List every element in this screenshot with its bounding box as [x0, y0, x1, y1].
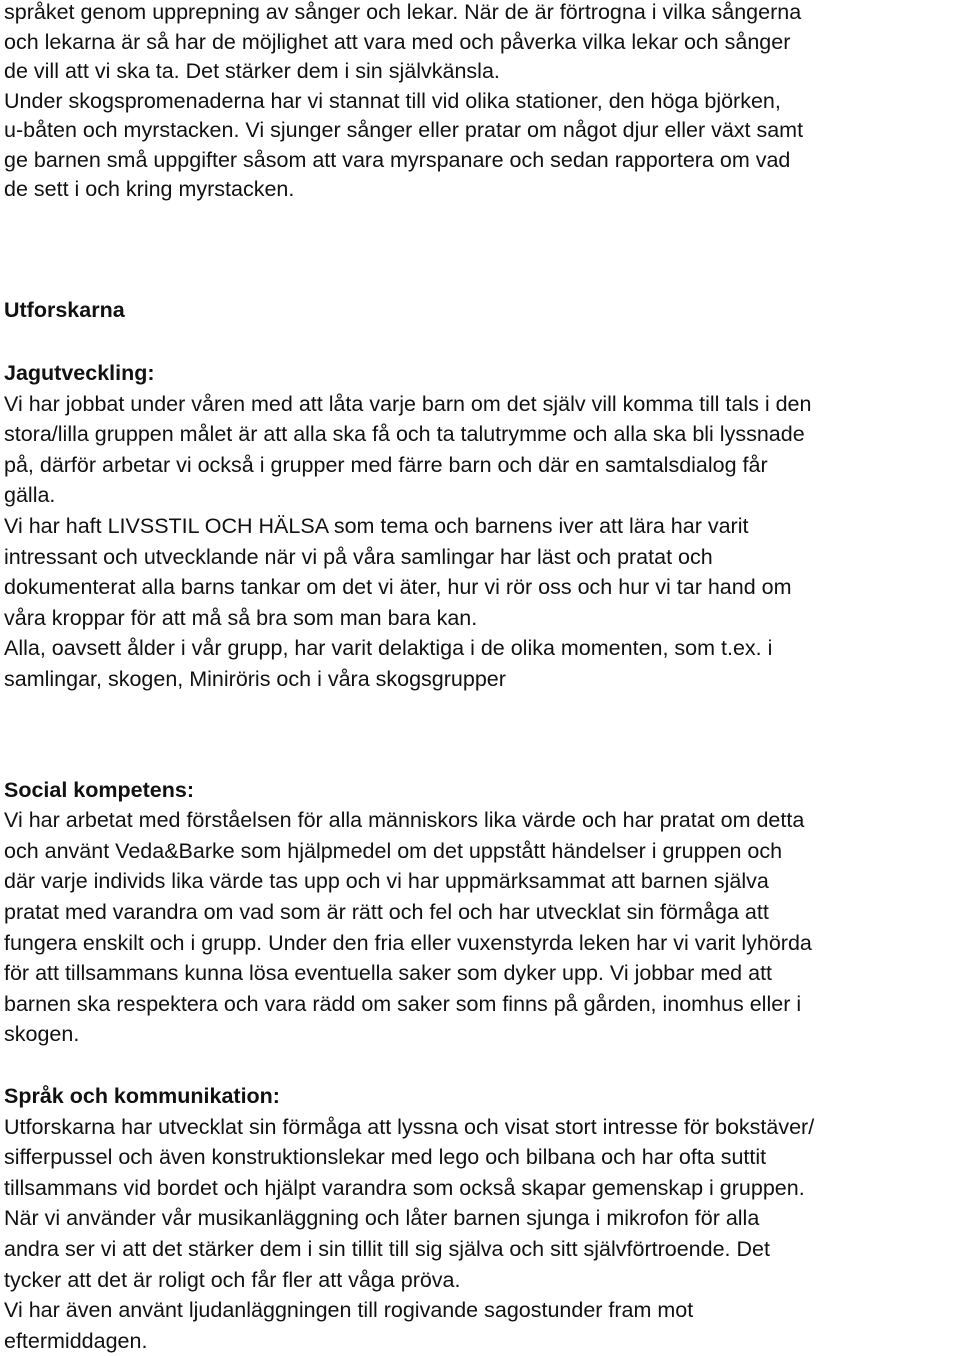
text-line: där varje individs lika värde tas upp och vi har uppmärksammat att barnen själva — [4, 869, 769, 894]
text-line: andra ser vi att det stärker dem i sin tillit till sig själva och sitt självförtroende. Det — [4, 1236, 770, 1261]
section-body — [4, 389, 956, 695]
section-sprak-och-kommunikation — [4, 1081, 956, 1356]
text-line: intressant och utvecklande när vi på våra samlingar har läst och pratat och — [4, 544, 713, 569]
text-line: stora/lilla gruppen målet är att alla ska få och ta talutrymme och alla ska bli lyssnade — [4, 422, 805, 447]
text-line: skogen. — [4, 1022, 80, 1047]
text-line: de vill att vi ska ta. Det stärker dem i sin självkänsla. — [4, 59, 500, 83]
text-line: språket genom upprepning av sånger och lekar. När de är förtrogna i vilka sångerna — [4, 0, 802, 24]
section-heading: Språk och kommunikation: — [4, 1083, 280, 1108]
text-line: Utforskarna har utvecklat sin förmåga att lyssna och visat stort intresse för bokstäver/ — [4, 1114, 815, 1139]
text-line: samlingar, skogen, Miniröris och i våra skogsgrupper — [4, 667, 506, 692]
section-jagutveckling — [4, 358, 956, 695]
text-line: ge barnen små uppgifter såsom att vara myrspanare och sedan rapportera om vad — [4, 147, 791, 172]
text-line: barnen ska respektera och vara rädd om saker som finns på gården, inomhus eller i — [4, 991, 802, 1016]
section-heading: Jagutveckling: — [4, 361, 155, 386]
text-line: de sett i och kring myrstacken. — [4, 177, 295, 201]
text-line: sifferpussel och även konstruktionslekar med lego och bilbana och har ofta suttit — [4, 1145, 767, 1170]
text-line: våra kroppar för att må så bra som man bara kan. — [4, 605, 478, 630]
group-title: Utforskarna — [4, 297, 125, 322]
text-line: på, därför arbetar vi också i grupper med färre barn och där en samtalsdialog får — [4, 452, 768, 477]
text-line: dokumenterat alla barns tankar om det vi äter, hur vi rör oss och hur vi tar hand om — [4, 575, 792, 600]
text-line: fungera enskilt och i grupp. Under den fria eller vuxenstyrda leken har vi varit lyhörda — [4, 930, 812, 955]
intro-paragraph — [4, 0, 956, 205]
text-line: När vi använder vår musikanläggning och låter barnen sjunga i mikrofon för alla — [4, 1206, 760, 1231]
section-heading: Social kompetens: — [4, 777, 194, 802]
text-line: Under skogspromenaderna har vi stannat till vid olika stationer, den höga björken, — [4, 88, 781, 113]
text-line: för att tillsammans kunna lösa eventuella saker som dyker upp. Vi jobbar med att — [4, 961, 773, 986]
text-line: Vi har jobbat under våren med att låta varje barn om det själv vill komma till tals i den — [4, 391, 812, 416]
text-line: och använt Veda&Barke som hjälpmedel om det uppstått händelser i gruppen och — [4, 838, 783, 863]
section-body — [4, 1112, 956, 1356]
text-line: Vi har även använt ljudanläggningen till rogivande sagostunder fram mot — [4, 1298, 694, 1323]
text-line: pratat med varandra om vad som är rätt och fel och har utvecklat sin förmåga att — [4, 900, 769, 924]
section-body — [4, 805, 956, 1050]
text-line: Vi har haft LIVSSTIL OCH HÄLSA som tema och barnens iver att lära har varit — [4, 514, 749, 539]
text-line: Alla, oavsett ålder i vår grupp, har varit delaktiga i de olika momenten, som t.ex. i — [4, 636, 773, 661]
text-line: och lekarna är så har de möjlighet att vara med och påverka vilka lekar och sånger — [4, 29, 791, 54]
text-line: gälla. — [4, 483, 56, 508]
section-social-kompetens — [4, 775, 956, 1050]
text-line: eftermiddagen. — [4, 1328, 148, 1353]
text-line: Vi har arbetat med förståelsen för alla människors lika värde och har pratat om detta — [4, 808, 805, 833]
text-line: u-båten och myrstacken. Vi sjunger sånger eller pratar om något djur eller växt samt — [4, 118, 804, 142]
text-line: tycker att det är roligt och får fler att våga pröva. — [4, 1267, 461, 1292]
text-line: tillsammans vid bordet och hjälpt varandra som också skapar gemenskap i gruppen. — [4, 1175, 805, 1200]
document-page — [4, 0, 956, 1356]
